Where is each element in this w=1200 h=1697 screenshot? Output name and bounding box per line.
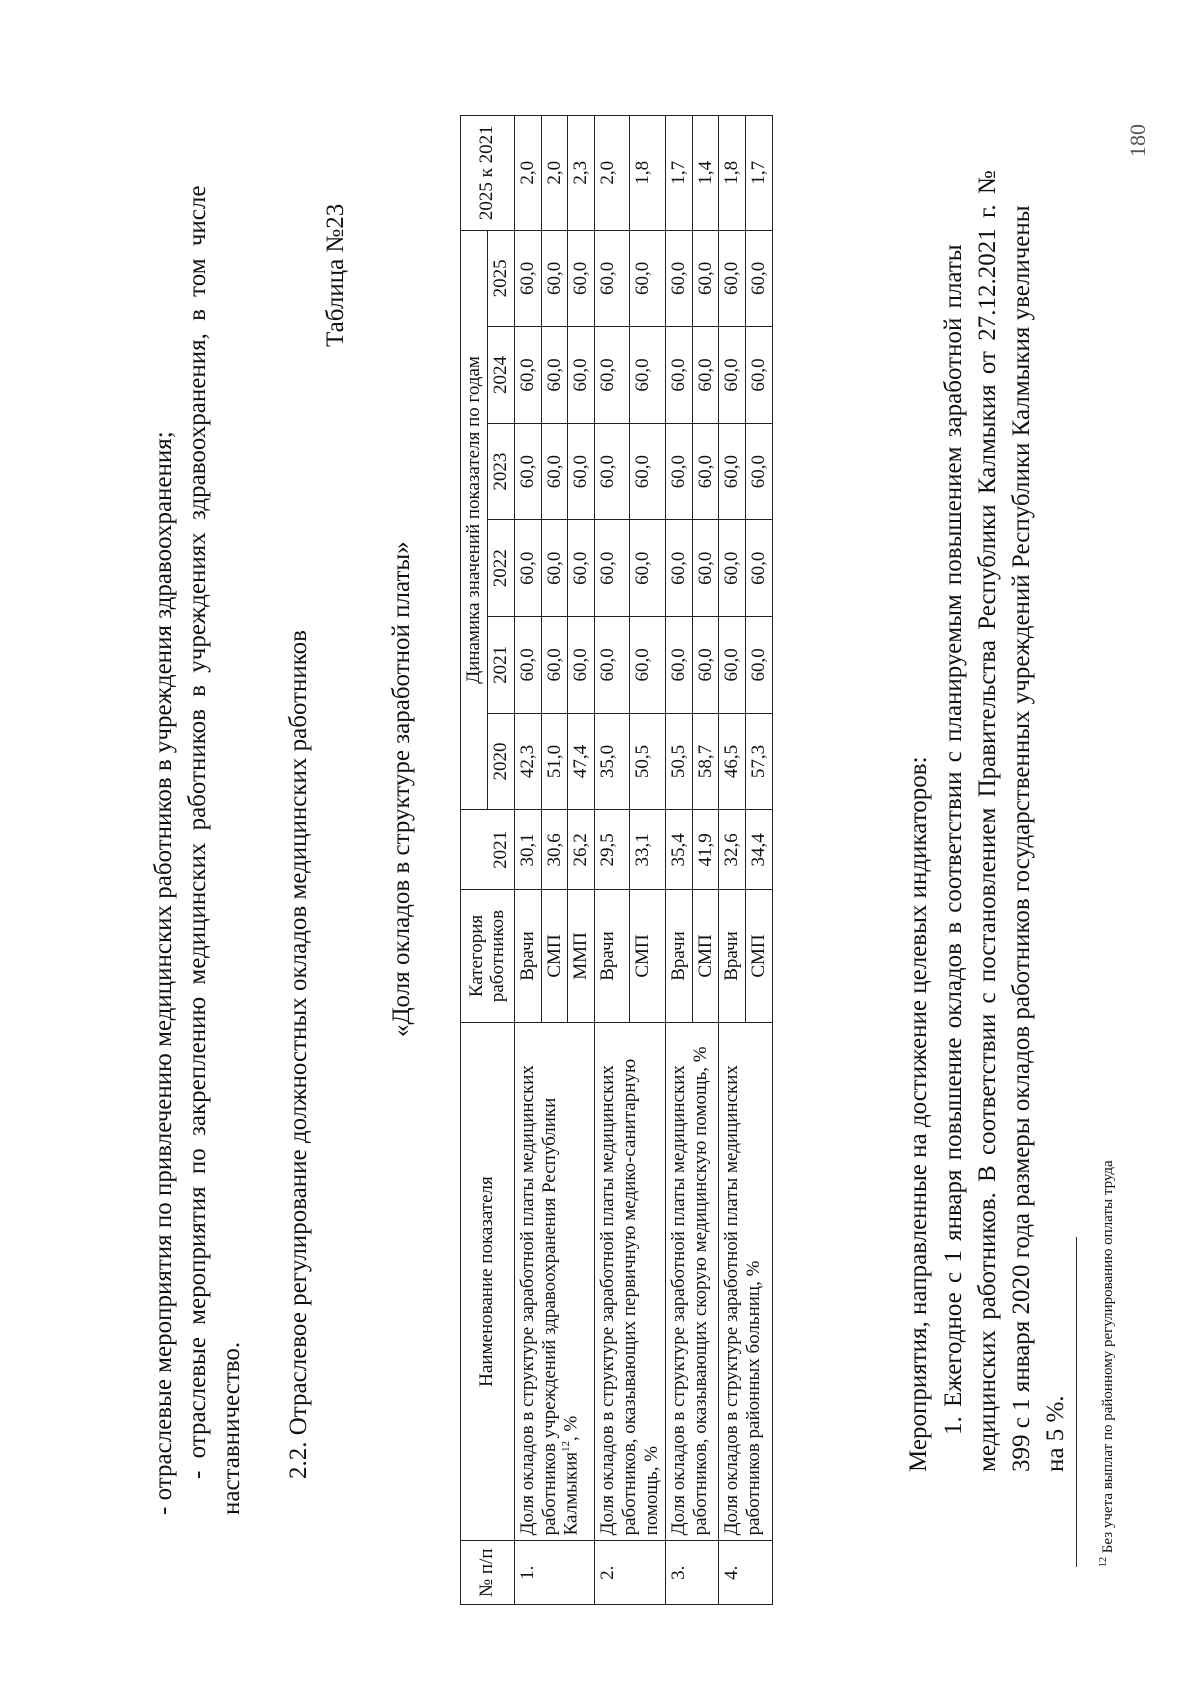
indicator-name [665, 1022, 719, 1541]
year-value-cell: 60,0 [514, 617, 541, 714]
year-value-cell: 50,5 [630, 713, 665, 810]
category-cell: Врачи [719, 890, 746, 1022]
table-row [514, 116, 541, 1605]
year-value-cell: 60,0 [665, 327, 692, 424]
category-cell: СМП [692, 890, 719, 1022]
header-year: 2025 [487, 230, 514, 327]
indicator-name-text: Доля окладов в структуре заработной платы медицинских работников, оказывающих скорую медицинскую помощь, % [667, 1046, 711, 1536]
year-value-cell: 60,0 [719, 327, 746, 424]
indicator-name [595, 1022, 666, 1541]
base-value-cell: 34,4 [746, 810, 773, 890]
base-value-cell: 33,1 [630, 810, 665, 890]
ratio-cell: 1,7 [665, 116, 692, 231]
table-row [595, 116, 630, 1605]
year-value-cell: 60,0 [595, 520, 630, 617]
indicator-name-text: Доля окладов в структуре заработной платы медицинских работников, оказывающих первичную медико-санитарную помощь, % [597, 1058, 662, 1536]
header-dynamics: Динамика значений показателя по годам [461, 230, 488, 810]
base-value-cell: 35,4 [665, 810, 692, 890]
footnote-mark: 12 [1098, 1557, 1109, 1567]
category-cell: СМП [746, 890, 773, 1022]
year-value-cell: 60,0 [692, 617, 719, 714]
row-number: 4. [719, 1541, 773, 1605]
category-cell: СМП [541, 890, 568, 1022]
intro-line-1: - отраслевые мероприятия по привлечению медицинских работников в учреждения здравоохранения; [150, 431, 177, 1515]
ratio-cell: 1,4 [692, 116, 719, 231]
footnote-rule [1076, 1237, 1077, 1567]
year-value-cell: 60,0 [746, 423, 773, 520]
year-value-cell: 60,0 [595, 423, 630, 520]
year-value-cell: 60,0 [514, 520, 541, 617]
year-value-cell: 60,0 [568, 423, 595, 520]
table-label: Таблица №23 [322, 203, 349, 347]
category-cell: Врачи [595, 890, 630, 1022]
indicator-name-text: Доля окладов в структуре заработной платы медицинских работников учреждений здравоохранения Республики Калмыкия [516, 1065, 582, 1536]
header-year: 2020 [487, 713, 514, 810]
table-row [665, 116, 692, 1605]
year-value-cell: 60,0 [665, 230, 692, 327]
measures-line-3: 399 с 1 января 2020 года размеры окладов работников государственных учреждений Республики Калмыкия увеличены [1008, 205, 1035, 1472]
year-value-cell: 57,3 [746, 713, 773, 810]
ratio-cell: 2,0 [514, 116, 541, 231]
row-number: 1. [514, 1541, 595, 1605]
footnote-text: Без учета выплат по районному регулированию оплаты труда [1100, 1160, 1116, 1554]
page-number: 180 [1125, 124, 1150, 157]
year-value-cell: 60,0 [514, 230, 541, 327]
year-value-cell: 60,0 [568, 230, 595, 327]
year-value-cell: 60,0 [630, 617, 665, 714]
year-value-cell: 60,0 [692, 520, 719, 617]
measures-line-2: медицинских работников. В соответствии с постановлением Правительства Республики Калмыкия от 27.12.2021 г. № [974, 170, 1001, 1472]
year-value-cell: 60,0 [719, 230, 746, 327]
ratio-cell: 1,8 [630, 116, 665, 231]
year-value-cell: 60,0 [746, 327, 773, 424]
measures-heading: Мероприятия, направленные на достижение целевых индикаторов: [905, 756, 932, 1472]
year-value-cell: 60,0 [665, 423, 692, 520]
year-value-cell: 60,0 [692, 230, 719, 327]
year-value-cell: 35,0 [595, 713, 630, 810]
base-value-cell: 30,1 [514, 810, 541, 890]
section-heading: 2.2. Отраслевое регулирование должностных окладов медицинских работников [285, 630, 312, 1479]
year-value-cell: 60,0 [514, 423, 541, 520]
category-cell: Врачи [514, 890, 541, 1022]
year-value-cell: 58,7 [692, 713, 719, 810]
header-name: Наименование показателя [461, 1022, 515, 1541]
year-value-cell: 60,0 [514, 327, 541, 424]
year-value-cell: 60,0 [630, 423, 665, 520]
header-year: 2023 [487, 423, 514, 520]
year-value-cell: 60,0 [719, 617, 746, 714]
year-value-cell: 60,0 [595, 327, 630, 424]
ratio-cell: 2,3 [568, 116, 595, 231]
year-value-cell: 60,0 [665, 617, 692, 714]
category-cell: Врачи [665, 890, 692, 1022]
row-number: 2. [595, 1541, 666, 1605]
header-category: Категория работников [461, 890, 515, 1022]
year-value-cell: 42,3 [514, 713, 541, 810]
year-value-cell: 60,0 [541, 617, 568, 714]
indicator-name [514, 1022, 595, 1541]
year-value-cell: 60,0 [568, 520, 595, 617]
category-cell: СМП [630, 890, 665, 1022]
table-row [719, 116, 746, 1605]
header-year: 2021 [487, 617, 514, 714]
year-value-cell: 60,0 [595, 617, 630, 714]
year-value-cell: 60,0 [692, 423, 719, 520]
footnote-ref: 12 [560, 1440, 573, 1452]
row-number: 3. [665, 1541, 719, 1605]
measures-line-4: на 5 %. [1042, 1395, 1069, 1472]
header-year: 2022 [487, 520, 514, 617]
year-value-cell: 60,0 [568, 617, 595, 714]
table-title: «Доля окладов в структуре заработной платы» [388, 541, 415, 1037]
category-cell: ММП [568, 890, 595, 1022]
intro-line-3: наставничество. [218, 1341, 245, 1515]
year-value-cell: 60,0 [630, 327, 665, 424]
header-num: № п/п [461, 1541, 515, 1605]
indicator-name-text: Доля окладов в структуре заработной платы медицинских работников районных больниц, % [721, 1065, 765, 1536]
ratio-cell: 1,8 [719, 116, 746, 231]
base-value-cell: 26,2 [568, 810, 595, 890]
year-value-cell: 60,0 [746, 230, 773, 327]
year-value-cell: 60,0 [719, 423, 746, 520]
year-value-cell: 60,0 [541, 423, 568, 520]
year-value-cell: 47,4 [568, 713, 595, 810]
year-value-cell: 60,0 [746, 520, 773, 617]
year-value-cell: 60,0 [692, 327, 719, 424]
year-value-cell: 60,0 [541, 327, 568, 424]
base-value-cell: 29,5 [595, 810, 630, 890]
footnote [1098, 1160, 1117, 1567]
year-value-cell: 60,0 [595, 230, 630, 327]
ratio-cell: 1,7 [746, 116, 773, 231]
year-value-cell: 46,5 [719, 713, 746, 810]
header-year: 2024 [487, 327, 514, 424]
year-value-cell: 60,0 [630, 520, 665, 617]
base-value-cell: 30,6 [541, 810, 568, 890]
year-value-cell: 60,0 [541, 230, 568, 327]
header-ratio: 2025 к 2021 [461, 116, 515, 231]
base-value-cell: 32,6 [719, 810, 746, 890]
base-value-cell: 41,9 [692, 810, 719, 890]
measures-line-1: 1. Ежегодное с 1 января повышение окладов в соответствии с планируемым повышением заработной платы [940, 244, 967, 1435]
indicator-unit: , % [560, 1415, 582, 1441]
header-base-year: 2021 [461, 810, 515, 890]
indicator-name [719, 1022, 773, 1541]
salary-share-table [460, 115, 773, 1605]
year-value-cell: 60,0 [746, 617, 773, 714]
year-value-cell: 60,0 [719, 520, 746, 617]
year-value-cell: 60,0 [541, 520, 568, 617]
ratio-cell: 2,0 [541, 116, 568, 231]
table-body [514, 116, 772, 1605]
year-value-cell: 50,5 [665, 713, 692, 810]
year-value-cell: 51,0 [541, 713, 568, 810]
year-value-cell: 60,0 [630, 230, 665, 327]
ratio-cell: 2,0 [595, 116, 630, 231]
year-value-cell: 60,0 [665, 520, 692, 617]
intro-line-2: - отраслевые мероприятия по закреплению медицинских работников в учреждениях здравоохранения, в том числе [184, 185, 211, 1479]
year-value-cell: 60,0 [568, 327, 595, 424]
